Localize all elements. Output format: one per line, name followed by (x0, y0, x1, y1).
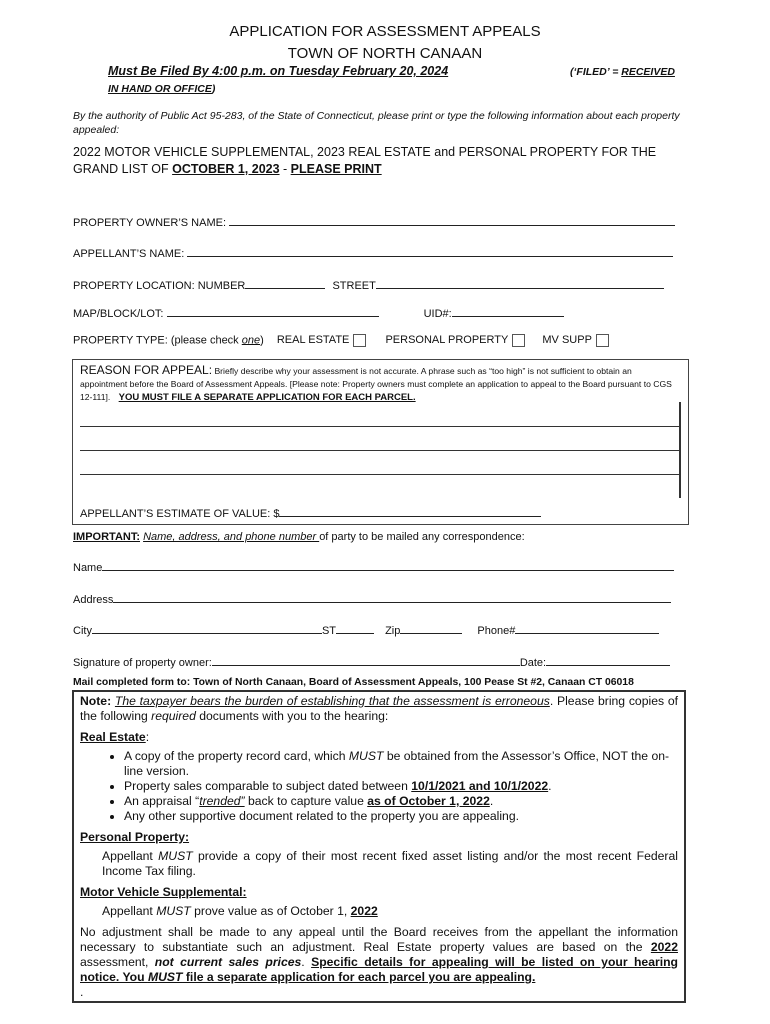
mv-a: Appellant (102, 904, 157, 918)
note-box (72, 690, 686, 1003)
reason-line-2[interactable] (80, 450, 680, 451)
final-must: MUST (147, 970, 183, 984)
final-d: Specific details for appealing will be listed on your hearing notice. You (80, 955, 678, 984)
item2-c: . (548, 779, 552, 793)
mv-supp-checkbox[interactable] (596, 334, 609, 347)
item3-c: back to capture value (244, 794, 368, 808)
personal-b: provide a copy of their most recent fixed asset listing and/or the most recent Federal Income Tax filing. (102, 849, 678, 878)
item3-trended: trended” (199, 794, 245, 808)
corr-address-label: Address (73, 594, 114, 606)
item1-must: MUST (348, 749, 384, 763)
authority-text: By the authority of Public Act 95-283, of the State of Connecticut, please print or type the following information about each property appealed: (73, 110, 680, 136)
signature-row (73, 654, 670, 669)
phone-input[interactable] (515, 622, 659, 634)
personal-property-checkbox[interactable] (512, 334, 525, 347)
list-item (124, 749, 678, 779)
map-block-lot-row (73, 305, 564, 320)
st-input[interactable] (336, 622, 374, 634)
list-item (124, 794, 678, 809)
filing-deadline (108, 64, 448, 78)
real-estate-heading: Real Estate (80, 730, 146, 744)
corr-address-input[interactable] (113, 591, 671, 603)
final-dot: . (80, 985, 84, 999)
item3-a: An appraisal “ (124, 794, 200, 808)
filed-note-received: RECEIVED (621, 66, 675, 78)
grand-list-scope (73, 144, 673, 178)
appellant-name-input[interactable] (187, 245, 673, 257)
burden-end: documents with you to the hearing: (195, 709, 389, 723)
location-row (73, 277, 664, 292)
personal-must: MUST (158, 849, 193, 863)
mv-heading-row (80, 885, 678, 900)
date-label: Date: (519, 657, 547, 669)
street-label: STREET (332, 280, 376, 292)
list-item (124, 809, 678, 824)
real-estate-checkbox[interactable] (353, 334, 366, 347)
item3-e: . (489, 794, 494, 808)
item4: Any other supportive document related to the property you are appealing. (124, 809, 519, 823)
filed-note-a: (‘FILED’ = (570, 66, 622, 78)
estimate-label: APPELLANT’S ESTIMATE OF VALUE: $ (80, 508, 280, 520)
please-print: PLEASE PRINT (290, 162, 382, 176)
important-row (73, 531, 525, 543)
reason-heading: REASON FOR APPEAL: (80, 363, 213, 377)
filed-note-2 (108, 83, 215, 95)
separate-application-note: YOU MUST FILE A SEPARATE APPLICATION FOR EACH PARCEL. (118, 392, 416, 403)
final-e: file a separate application for each parcel you are appealing. (182, 970, 536, 984)
city-input[interactable] (92, 622, 322, 634)
reason-instructions: Briefly describe why your assessment is not accurate. A phrase such as “too high” is not sufficient to obtain an appointment before the Board of Assessment Appeals. [Please note: Property owners must complete an application to appeal to the Board pursuant to CGS 12-111]. (80, 366, 672, 402)
item1-c: be obtained from the Assessor’s Office, NOT the on-line version. (124, 749, 670, 778)
personal-heading-row (80, 830, 678, 845)
list-item (124, 779, 678, 794)
location-number-label: PROPERTY LOCATION: NUMBER (73, 280, 246, 292)
final-c: . (301, 955, 312, 969)
reason-text-block (80, 364, 680, 404)
real-estate-heading-row: Real Estate: (80, 730, 150, 744)
location-number-input[interactable] (245, 277, 325, 289)
scope-text: 2022 MOTOR VEHICLE SUPPLEMENTAL, 2023 REAL ESTATE and PERSONAL PROPERTY FOR THE GRAND LIST OF (73, 145, 657, 176)
uid-input[interactable] (452, 305, 564, 317)
personal-property-label: PERSONAL PROPERTY (385, 334, 509, 347)
final-b: assessment, (80, 955, 155, 969)
personal-heading: Personal Property: (80, 830, 190, 844)
signature-label: Signature of property owner: (73, 657, 212, 669)
burden-paragraph (80, 694, 678, 724)
real-estate-list (80, 749, 678, 824)
reason-for-appeal-box (72, 359, 689, 525)
filed-note-close: ) (211, 83, 216, 95)
property-type-close: ) (260, 334, 264, 347)
corr-city-row (73, 622, 659, 637)
zip-input[interactable] (400, 622, 462, 634)
final-a: No adjustment shall be made to any appeal until the Board receives from the appellant the information necessary to substantiate such an adjustment. Real Estate property values are based on the (80, 925, 678, 954)
mv-must: MUST (156, 904, 191, 918)
final-year: 2022 (650, 940, 678, 954)
reason-line-1[interactable] (80, 426, 680, 427)
signature-input[interactable] (212, 654, 520, 666)
final-not-current: not current sales prices (154, 955, 302, 969)
property-type-one: one (241, 334, 261, 347)
item2-a: Property sales comparable to subject dated between (124, 779, 412, 793)
property-type-label: PROPERTY TYPE: (please check (73, 334, 242, 347)
appellant-name-row (73, 245, 673, 260)
corr-address-row (73, 591, 671, 606)
mv-paragraph (80, 904, 678, 919)
personal-paragraph (80, 849, 678, 879)
town-title: TOWN OF NORTH CANAAN (287, 45, 483, 62)
appellant-name-label: APPELLANT’S NAME: (73, 248, 185, 260)
corr-name-row (73, 559, 674, 574)
required-word: required (151, 709, 196, 723)
mail-to-address: Mail completed form to: Town of North Canaan, Board of Assessment Appeals, 100 Pease St #2, Canaan CT 06018 (73, 677, 634, 688)
burden-tail: . Please bring copies of the following (80, 694, 678, 723)
form-title: APPLICATION FOR ASSESSMENT APPEALS (229, 23, 541, 40)
real-estate-label: REAL ESTATE (276, 334, 350, 347)
estimate-row (80, 505, 541, 520)
important-text: Name, address, and phone number (143, 531, 320, 543)
mv-b: prove value as of October 1, (190, 904, 351, 918)
city-label: City (73, 625, 92, 637)
map-block-lot-label: MAP/BLOCK/LOT: (73, 308, 164, 320)
estimate-input[interactable] (279, 505, 541, 517)
important-label: IMPORTANT: (73, 531, 141, 543)
st-label: ST (321, 625, 337, 637)
final-dot-row (80, 985, 678, 1000)
owner-name-label: PROPERTY OWNER’S NAME: (73, 217, 227, 229)
date-input[interactable] (546, 654, 670, 666)
item1-a: A copy of the property record card, which (124, 749, 349, 763)
corr-name-input[interactable] (102, 559, 674, 571)
note-label: Note: (80, 694, 112, 708)
property-type-row (73, 334, 609, 347)
map-block-lot-input[interactable] (167, 305, 379, 317)
mv-supp-label: MV SUPP (542, 334, 592, 347)
filed-note-hand: IN HAND OR OFFICE (108, 83, 212, 95)
owner-name-input[interactable] (229, 214, 675, 226)
important-tail: of party to be mailed any correspondence: (319, 531, 525, 543)
personal-a: Appellant (102, 849, 159, 863)
scope-date: OCTOBER 1, 2023 (172, 162, 280, 176)
burden-text: The taxpayer bears the burden of establishing that the assessment is erroneous (114, 694, 550, 708)
mv-year: 2022 (350, 904, 378, 918)
reason-line-3[interactable] (80, 474, 680, 475)
uid-label: UID#: (423, 308, 452, 320)
final-paragraph (80, 925, 678, 985)
street-input[interactable] (376, 277, 664, 289)
corr-name-label: Name (73, 562, 103, 574)
mv-heading: Motor Vehicle Supplemental: (80, 885, 247, 899)
deadline-text: Must Be Filed By 4:00 p.m. on Tuesday February 20, 2024 (108, 64, 449, 78)
zip-label: Zip (385, 625, 401, 637)
phone-label: Phone# (477, 625, 516, 637)
item2-dates: 10/1/2021 and 10/1/2022 (411, 779, 549, 793)
item3-date: as of October 1, 2022 (367, 794, 490, 808)
filed-note (570, 66, 675, 78)
scope-dash: - (279, 162, 291, 176)
owner-name-row (73, 214, 675, 229)
